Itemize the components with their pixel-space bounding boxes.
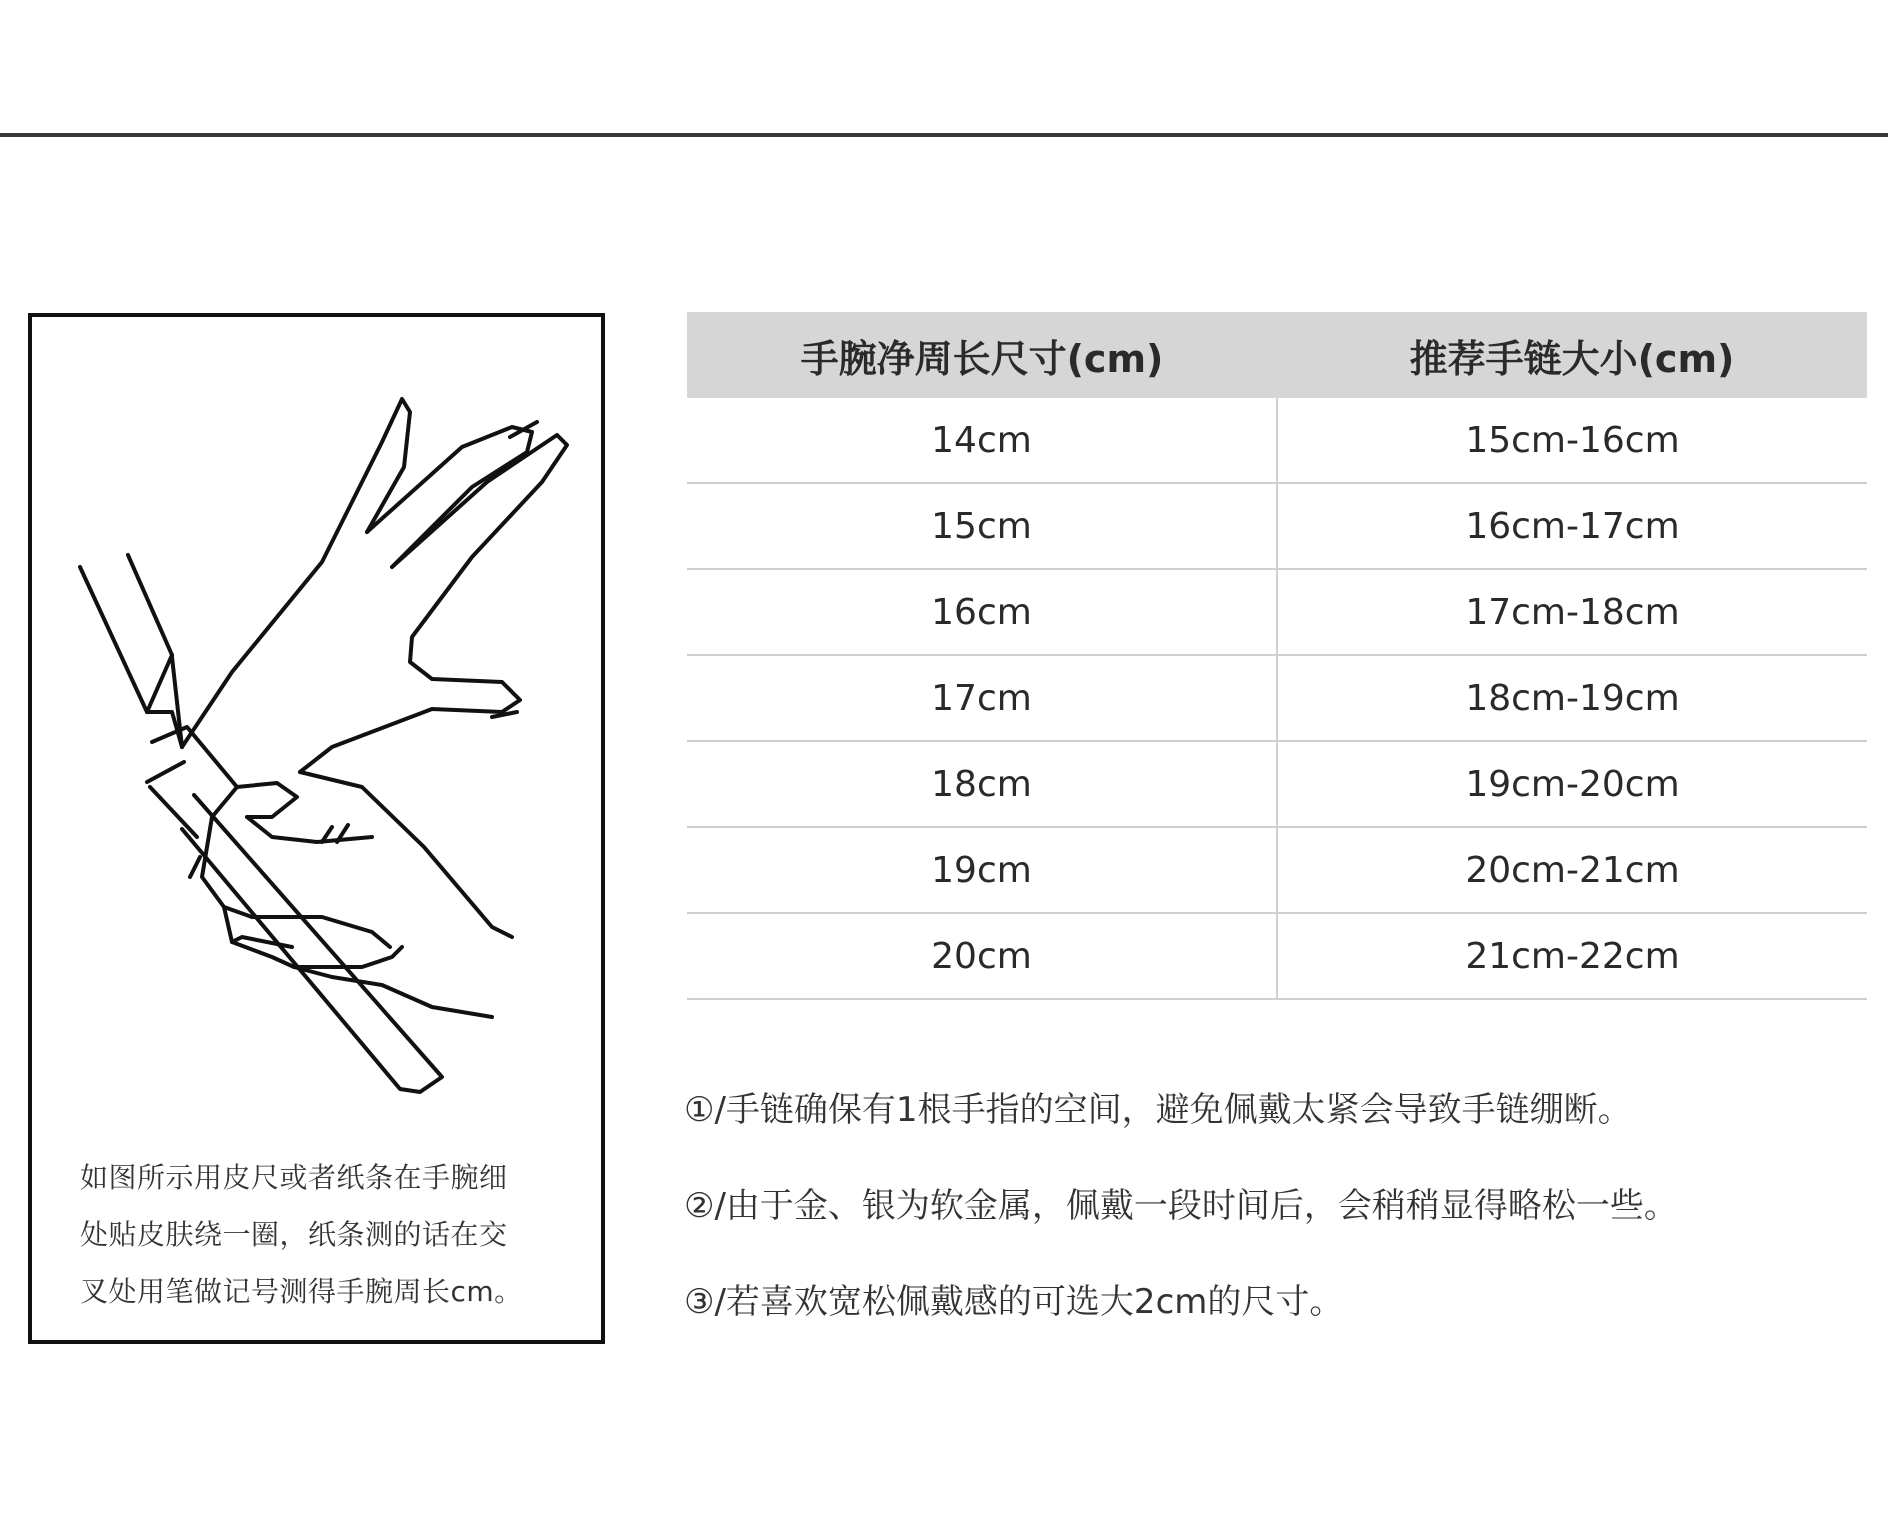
- bracelet-size-cell: 18cm-19cm: [1277, 655, 1867, 741]
- top-divider: [0, 133, 1888, 137]
- fitting-notes: [684, 1080, 1864, 1368]
- wrist-size-cell: 20cm: [687, 913, 1277, 999]
- caption-line: 叉处用笔做记号测得手腕周长cm。: [80, 1275, 523, 1308]
- hand-measuring-wrist-illustration: [32, 317, 601, 1117]
- header-recommended-bracelet: 推荐手链大小(cm): [1277, 312, 1867, 398]
- table-row: [687, 483, 1867, 569]
- bracelet-size-cell: 20cm-21cm: [1277, 827, 1867, 913]
- measurement-instructions: [80, 1149, 560, 1320]
- wrist-size-cell: 17cm: [687, 655, 1277, 741]
- wrist-size-cell: 19cm: [687, 827, 1277, 913]
- table-row: [687, 741, 1867, 827]
- table-row: [687, 913, 1867, 999]
- wrist-size-cell: 14cm: [687, 398, 1277, 483]
- bracelet-size-cell: 17cm-18cm: [1277, 569, 1867, 655]
- size-chart-table: [687, 312, 1867, 1000]
- wrist-size-cell: 15cm: [687, 483, 1277, 569]
- wrist-size-cell: 18cm: [687, 741, 1277, 827]
- wrist-size-cell: 16cm: [687, 569, 1277, 655]
- table-row: [687, 655, 1867, 741]
- note-item: ②/由于金、银为软金属，佩戴一段时间后，会稍稍显得略松一些。: [684, 1186, 1678, 1226]
- bracelet-size-cell: 19cm-20cm: [1277, 741, 1867, 827]
- table-header-row: [687, 312, 1867, 398]
- note-item: ①/手链确保有1根手指的空间，避免佩戴太紧会导致手链绷断。: [684, 1090, 1632, 1130]
- caption-line: 如图所示用皮尺或者纸条在手腕细: [80, 1161, 508, 1194]
- table-row: [687, 827, 1867, 913]
- header-wrist-circumference: 手腕净周长尺寸(cm): [687, 312, 1277, 398]
- bracelet-size-cell: 15cm-16cm: [1277, 398, 1867, 483]
- bracelet-size-cell: 21cm-22cm: [1277, 913, 1867, 999]
- table-row: [687, 569, 1867, 655]
- table-row: [687, 398, 1867, 483]
- bracelet-size-cell: 16cm-17cm: [1277, 483, 1867, 569]
- measurement-illustration-box: [28, 313, 605, 1344]
- note-item: ③/若喜欢宽松佩戴感的可选大2cm的尺寸。: [684, 1282, 1344, 1322]
- caption-line: 处贴皮肤绕一圈，纸条测的话在交: [80, 1218, 508, 1251]
